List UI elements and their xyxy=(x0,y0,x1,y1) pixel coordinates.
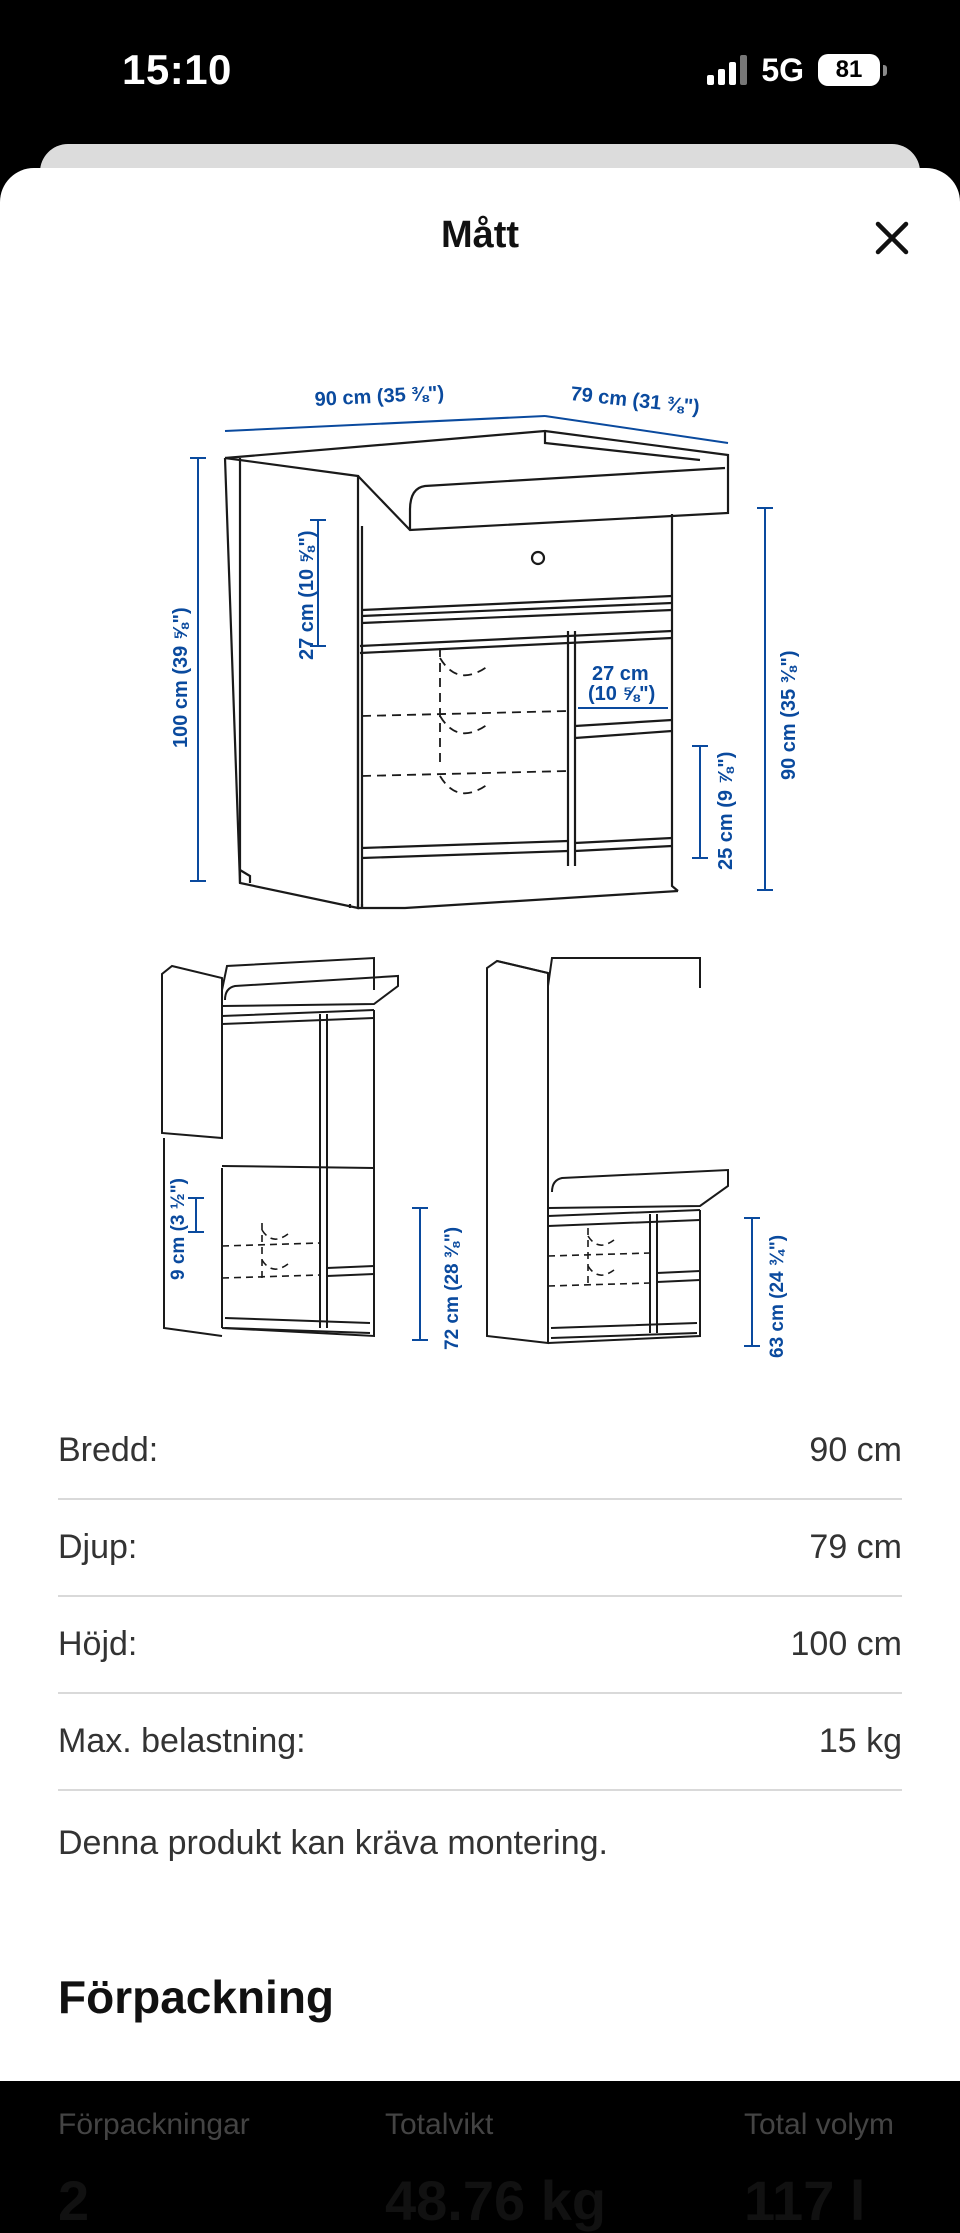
dimension-row-width xyxy=(58,1403,902,1500)
low-dimension-lines xyxy=(188,1198,428,1340)
battery-level: 81 xyxy=(835,56,863,83)
mid-dimension-lines xyxy=(744,1218,760,1346)
dimension-label: Djup: xyxy=(58,1528,138,1566)
dimension-value: 90 cm xyxy=(809,1431,902,1469)
depth-dimension-label: 79 cm (31 ⅜") xyxy=(569,383,701,419)
dimension-row-max-load xyxy=(58,1694,902,1791)
compartment-width-label-1: 27 cm xyxy=(592,663,649,685)
dimension-diagram xyxy=(0,168,960,1393)
low-position-drawing xyxy=(162,958,398,1336)
packaging-heading: Förpackning xyxy=(58,1971,335,2023)
drawer-outlines xyxy=(362,648,568,793)
mid-position-drawing xyxy=(487,958,728,1343)
shelf-gap-label: 27 cm (10 ⅝") xyxy=(296,530,318,660)
total-height-label: 100 cm (39 ⅝") xyxy=(170,607,192,748)
lower-gap-label: 25 cm (9 ⅞") xyxy=(715,751,737,870)
mid-drawer-outlines xyxy=(548,1228,650,1288)
dimension-value: 100 cm xyxy=(790,1625,902,1663)
assembly-note: Denna produkt kan kräva montering. xyxy=(58,1824,608,1862)
total-weight-label: Totalvikt xyxy=(385,2108,494,2141)
table-gap-label: 9 cm (3 ½") xyxy=(168,1178,189,1280)
battery-icon xyxy=(818,54,880,86)
dimension-value: 79 cm xyxy=(809,1528,902,1566)
status-time: 15:10 xyxy=(122,46,232,93)
status-indicators xyxy=(707,52,880,88)
total-weight-value: 48.76 kg xyxy=(385,2169,607,2232)
top-height-label: 90 cm (35 ⅜") xyxy=(778,650,800,780)
dimension-label: Bredd: xyxy=(58,1431,159,1469)
low-height-label: 63 cm (24 ¾") xyxy=(767,1234,788,1358)
packages-count-value: 2 xyxy=(58,2169,90,2232)
dimension-value: 15 kg xyxy=(818,1722,902,1760)
compartment-width-label-2: (10 ⅝") xyxy=(588,683,656,705)
dimension-label: Höjd: xyxy=(58,1625,138,1663)
status-bar xyxy=(0,0,960,140)
dimension-row-height xyxy=(58,1597,902,1694)
total-volume-label: Total volym xyxy=(744,2108,895,2141)
signal-strength-icon xyxy=(707,55,747,85)
main-unit-drawing xyxy=(225,431,728,908)
packages-count-label: Förpackningar xyxy=(58,2108,250,2141)
dimensions-list xyxy=(58,1403,902,1791)
mid-height-label: 72 cm (28 ⅜") xyxy=(442,1226,463,1350)
dimension-label: Max. belastning: xyxy=(58,1722,306,1760)
low-drawer-outlines xyxy=(222,1223,320,1283)
width-dimension-label: 90 cm (35 ⅜") xyxy=(314,382,445,411)
dimension-lines xyxy=(190,416,773,890)
dimension-row-depth xyxy=(58,1500,902,1597)
network-type: 5G xyxy=(761,51,804,88)
total-volume-value: 117 l xyxy=(744,2169,866,2232)
dimensions-sheet xyxy=(0,168,960,2232)
sheet-title: Mått xyxy=(440,214,520,256)
